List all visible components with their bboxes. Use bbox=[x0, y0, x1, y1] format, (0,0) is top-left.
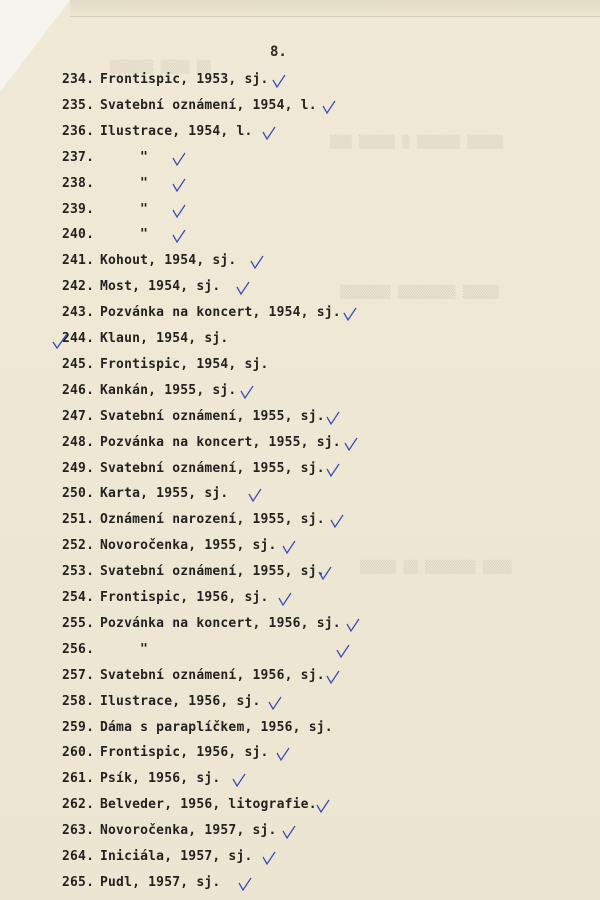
list-item bbox=[62, 124, 253, 146]
list-item bbox=[62, 564, 325, 586]
list-item bbox=[62, 512, 325, 534]
list-item bbox=[62, 745, 269, 767]
entry-text: " bbox=[140, 201, 149, 217]
list-item bbox=[62, 253, 236, 275]
entry-text: " bbox=[140, 227, 149, 243]
check-mark-icon bbox=[344, 436, 358, 450]
entry-number: 256. bbox=[62, 641, 95, 657]
page-number: 8. bbox=[270, 44, 287, 60]
entry-text: Frontispic, 1953, sj. bbox=[100, 72, 269, 87]
entry-number: 261. bbox=[62, 771, 95, 787]
entry-number: 258. bbox=[62, 693, 95, 709]
entry-text: Kohout, 1954, sj. bbox=[100, 253, 237, 269]
check-mark-icon bbox=[282, 824, 296, 838]
check-mark-icon bbox=[346, 617, 360, 631]
entry-number: 247. bbox=[62, 408, 95, 424]
entry-number: 257. bbox=[62, 667, 95, 683]
bleed-through-text: ▒▒▒▒▒ ▒▒ ▒▒▒▒▒▒▒ ▒▒▒▒ bbox=[360, 560, 512, 574]
entry-number: 248. bbox=[62, 434, 95, 450]
list-item bbox=[62, 357, 269, 379]
check-mark-icon bbox=[276, 746, 290, 760]
check-mark-icon bbox=[318, 565, 332, 579]
list-item bbox=[62, 668, 325, 690]
list-item bbox=[62, 590, 269, 612]
check-mark-icon bbox=[172, 151, 186, 165]
entry-text: Svatební oznámení, 1955, sj. bbox=[100, 460, 325, 476]
entry-number: 236. bbox=[62, 123, 95, 139]
list-item bbox=[62, 720, 333, 742]
entry-number: 239. bbox=[62, 201, 95, 217]
entry-number: 264. bbox=[62, 849, 95, 864]
list-item bbox=[62, 461, 325, 483]
entry-text: Frontispic, 1956, sj. bbox=[100, 590, 269, 605]
entry-number: 246. bbox=[62, 382, 95, 398]
check-mark-icon bbox=[336, 643, 350, 657]
entry-text: Psík, 1956, sj. bbox=[100, 771, 221, 787]
entry-text: Karta, 1955, sj. bbox=[100, 486, 229, 502]
entry-number: 251. bbox=[62, 512, 95, 528]
list-item bbox=[62, 797, 317, 819]
entry-text: " bbox=[140, 175, 149, 191]
list-item bbox=[62, 72, 269, 94]
entry-number: 262. bbox=[62, 797, 95, 813]
entry-number: 259. bbox=[62, 719, 95, 735]
entry-number: 238. bbox=[62, 175, 95, 191]
entry-number: 244. bbox=[62, 331, 95, 346]
entry-text: " bbox=[140, 641, 149, 657]
check-mark-icon bbox=[326, 410, 340, 424]
entry-text: Frontispic, 1956, sj. bbox=[100, 745, 269, 761]
entry-text: Ilustrace, 1954, l. bbox=[100, 123, 253, 139]
entry-text: Svatební oznámení, 1956, sj. bbox=[100, 667, 325, 683]
list-item bbox=[62, 176, 148, 198]
list-item bbox=[62, 435, 341, 457]
bleed-through-text: ▒▒▒ ▒▒▒▒▒ ▒ ▒▒▒▒▒▒ ▒▒▒▒▒ bbox=[330, 135, 504, 149]
check-mark-icon bbox=[268, 695, 282, 709]
check-mark-icon bbox=[250, 254, 264, 268]
list-item bbox=[62, 823, 277, 845]
entry-text: Belveder, 1956, litografie. bbox=[100, 797, 317, 813]
list-item bbox=[62, 849, 253, 871]
check-mark-icon bbox=[238, 876, 252, 890]
top-fold bbox=[70, 0, 600, 17]
list-item bbox=[62, 616, 341, 638]
check-mark-icon bbox=[236, 280, 250, 294]
check-mark-icon bbox=[282, 539, 296, 553]
list-item bbox=[62, 279, 220, 301]
list-item bbox=[62, 150, 148, 172]
bleed-through-text: ▒▒▒▒▒▒ ▒▒▒▒ ▒▒ bbox=[110, 60, 212, 74]
check-mark-icon bbox=[262, 125, 276, 139]
entry-text: Kankán, 1955, sj. bbox=[100, 382, 237, 398]
entry-number: 250. bbox=[62, 486, 95, 502]
entry-number: 249. bbox=[62, 460, 95, 476]
list-item bbox=[62, 227, 148, 249]
entry-text: Novoročenka, 1957, sj. bbox=[100, 823, 277, 839]
entry-text: " bbox=[140, 149, 149, 165]
check-mark-icon bbox=[322, 99, 336, 113]
entry-number: 260. bbox=[62, 745, 95, 761]
entry-number: 234. bbox=[62, 72, 95, 87]
entry-text: Pozvánka na koncert, 1956, sj. bbox=[100, 615, 341, 631]
check-mark-icon bbox=[232, 772, 246, 786]
entry-number: 240. bbox=[62, 227, 95, 243]
entry-text: Frontispic, 1954, sj. bbox=[100, 356, 269, 372]
entry-text: Svatební oznámení, 1955, sj. bbox=[100, 564, 325, 580]
entry-number: 241. bbox=[62, 253, 95, 269]
entry-number: 243. bbox=[62, 305, 95, 321]
list-item bbox=[62, 486, 228, 508]
check-mark-icon bbox=[343, 306, 357, 320]
check-mark-icon bbox=[326, 669, 340, 683]
margin-check-mark bbox=[52, 333, 68, 349]
list-item bbox=[62, 98, 317, 120]
check-mark-icon bbox=[172, 228, 186, 242]
entry-number: 265. bbox=[62, 874, 95, 890]
list-item bbox=[62, 694, 261, 716]
list-item bbox=[62, 771, 220, 793]
entry-text: Svatební oznámení, 1954, l. bbox=[100, 97, 317, 113]
entry-text: Oznámení narození, 1955, sj. bbox=[100, 512, 325, 528]
list-item bbox=[62, 331, 228, 353]
list-item bbox=[62, 538, 277, 560]
entry-number: 263. bbox=[62, 823, 95, 839]
check-mark-icon bbox=[248, 487, 262, 501]
entry-text: Most, 1954, sj. bbox=[100, 279, 221, 295]
check-mark-icon bbox=[326, 462, 340, 476]
bleed-through-text: ▒▒▒▒▒▒▒ ▒▒▒▒▒▒▒▒ ▒▒▒▒▒ bbox=[340, 285, 499, 299]
entry-text: Klaun, 1954, sj. bbox=[100, 331, 229, 346]
entry-number: 252. bbox=[62, 538, 95, 554]
entry-text: Novoročenka, 1955, sj. bbox=[100, 538, 277, 554]
list-item bbox=[62, 383, 236, 405]
entry-number: 235. bbox=[62, 97, 95, 113]
list-item bbox=[62, 409, 325, 431]
list-item bbox=[62, 305, 341, 327]
entry-number: 237. bbox=[62, 149, 95, 165]
entry-number: 255. bbox=[62, 615, 95, 631]
check-mark-icon bbox=[278, 591, 292, 605]
check-mark-icon bbox=[172, 177, 186, 191]
entry-number: 245. bbox=[62, 356, 95, 372]
entry-text: Pudl, 1957, sj. bbox=[100, 874, 221, 890]
check-mark-icon bbox=[316, 798, 330, 812]
check-mark-icon bbox=[330, 513, 344, 527]
list-item bbox=[62, 202, 148, 224]
check-mark-icon bbox=[272, 73, 286, 87]
entry-text: Iniciála, 1957, sj. bbox=[100, 849, 253, 864]
entry-text: Pozvánka na koncert, 1954, sj. bbox=[100, 305, 341, 321]
entry-number: 242. bbox=[62, 279, 95, 295]
check-mark-icon bbox=[240, 384, 254, 398]
check-mark-icon bbox=[172, 203, 186, 217]
entry-number: 254. bbox=[62, 590, 95, 605]
entry-text: Svatební oznámení, 1955, sj. bbox=[100, 408, 325, 424]
list-item bbox=[62, 875, 220, 897]
entry-text: Ilustrace, 1956, sj. bbox=[100, 693, 261, 709]
check-mark-icon bbox=[262, 850, 276, 864]
list-item bbox=[62, 642, 148, 664]
entry-text: Pozvánka na koncert, 1955, sj. bbox=[100, 434, 341, 450]
entry-number: 253. bbox=[62, 564, 95, 580]
entry-text: Dáma s paraplíčkem, 1956, sj. bbox=[100, 719, 333, 735]
